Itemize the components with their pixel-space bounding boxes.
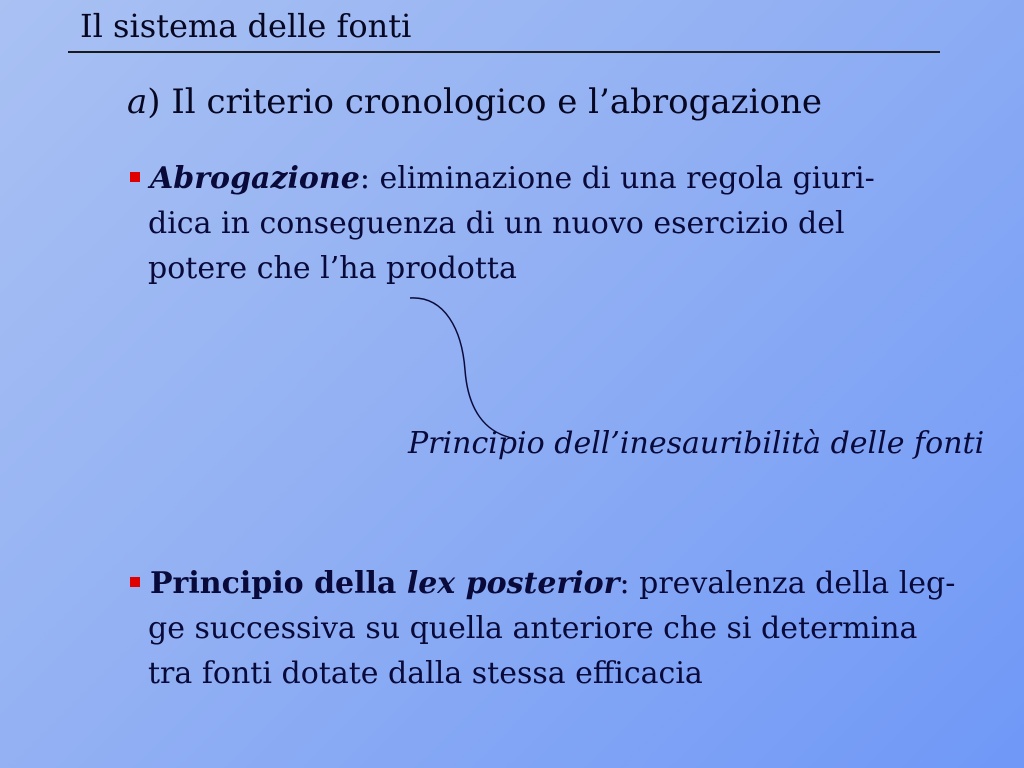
bullet-line-2: dica in conseguenza di un nuovo esercizio del [148, 206, 845, 241]
bullet-term: Abrogazione [150, 161, 360, 196]
bullet-square-icon [130, 172, 140, 182]
subtitle-text: ) Il criterio cronologico e l’abrogazione [147, 82, 822, 122]
bullet-lex-posterior [130, 561, 990, 696]
bullet-line-2: ge successiva su quella anteriore che si determina [148, 611, 918, 646]
subtitle-letter: a [127, 82, 148, 122]
annotation-principle: Principio dell’inesauribilità delle fonti [408, 426, 985, 461]
slide-header-title: Il sistema delle fonti [80, 7, 412, 45]
bullet-line-text: : prevalenza della leg- [619, 566, 956, 601]
bullet-line-3: tra fonti dotate dalla stessa efficacia [148, 656, 703, 691]
section-subtitle [127, 80, 822, 124]
bullet-line-text: : eliminazione di una regola giuri- [359, 161, 875, 196]
header-divider [68, 51, 940, 53]
bullet-line-3: potere che l’ha prodotta [148, 251, 517, 286]
bullet-prefix: Principio della [150, 566, 407, 601]
bullet-term: lex posterior [406, 566, 620, 601]
bullet-line-1 [130, 156, 990, 201]
bullet-abrogazione [130, 156, 990, 291]
bullet-square-icon [130, 577, 140, 587]
bullet-line-1 [130, 561, 990, 606]
